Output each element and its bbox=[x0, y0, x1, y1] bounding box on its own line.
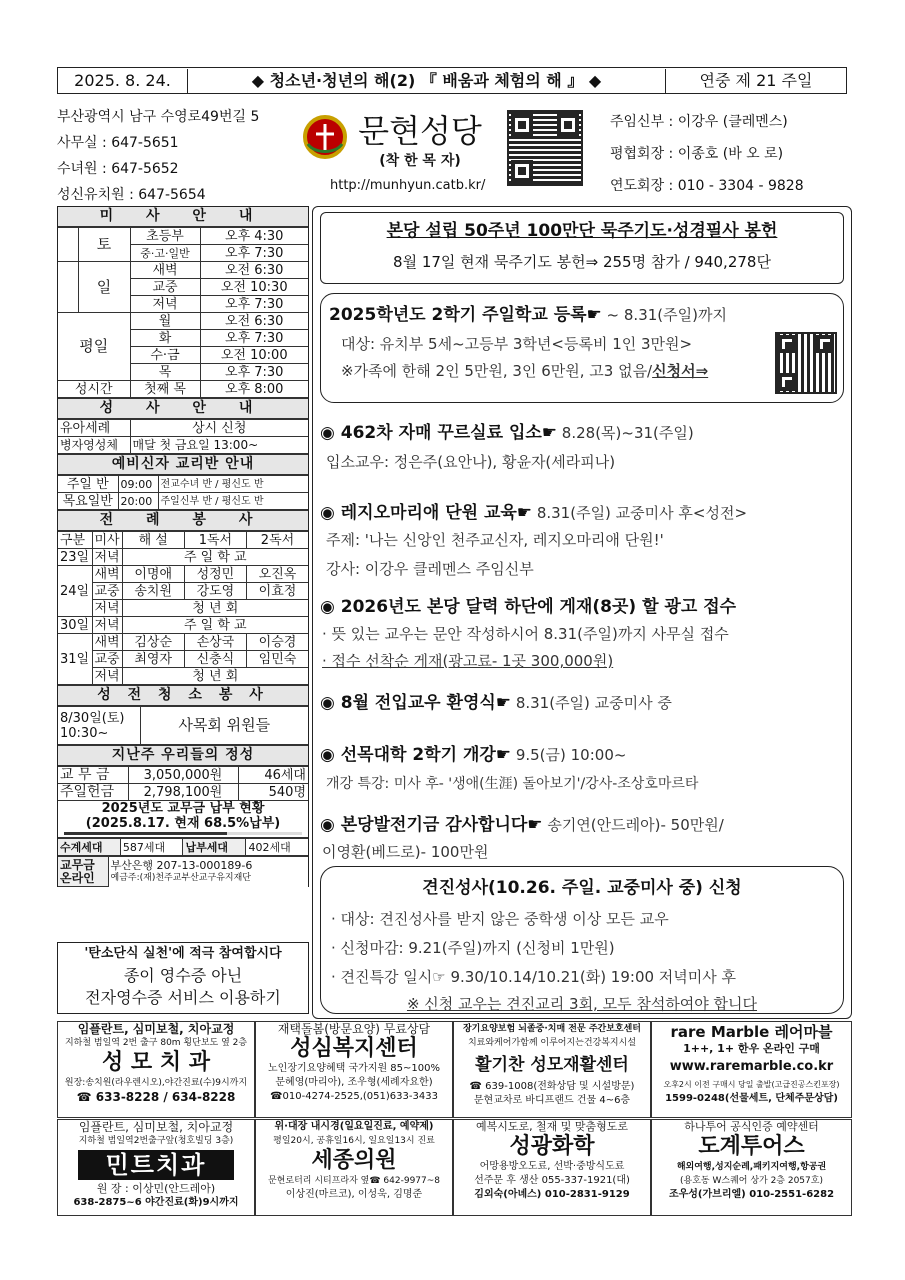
mass-label: 저녁 bbox=[92, 617, 122, 634]
notice bbox=[320, 592, 844, 688]
notice-date: 8.28(목)~31(주일) bbox=[557, 424, 694, 442]
holy-hour-label: 성시간 bbox=[58, 381, 130, 398]
notice-line: · 뜻 있는 교우는 문안 작성하시어 8.31(주일)까지 사무실 접수 bbox=[322, 625, 729, 643]
dues-status-title: 2025년도 교무금 납부 현황 bbox=[101, 801, 265, 816]
sacrament-name: 유아세례 bbox=[58, 420, 130, 437]
notice-title: ◉ 462차 자매 꾸르실료 입소☛ bbox=[320, 423, 558, 443]
class-teacher: 전교수녀 반 / 평신도 반 bbox=[158, 476, 308, 493]
mass-time: 오후 7:30 bbox=[200, 245, 308, 262]
mass-slot: 새벽 bbox=[130, 262, 200, 279]
notice bbox=[320, 740, 844, 810]
ad-dental-seongmo[interactable] bbox=[57, 1021, 255, 1118]
server-group: 청 년 회 bbox=[122, 600, 308, 617]
address: 부산광역시 남구 수영로49번길 5 bbox=[57, 109, 260, 125]
mass-time: 오후 4:30 bbox=[200, 228, 308, 245]
confirm-title: 견진성사(10.26. 주일. 교중미사 중) 신청 bbox=[422, 878, 742, 898]
notice-date: 8.31(주일) 교중미사 후<성전> bbox=[532, 504, 748, 522]
mass-time: 오후 7:30 bbox=[200, 330, 308, 347]
ad-tagline: 1++, 1+ 한우 온라인 구매 bbox=[683, 1042, 820, 1055]
account-table bbox=[58, 856, 308, 887]
offering-type: 주일헌금 bbox=[58, 784, 128, 801]
school-line-1: 대상: 유치부 5세~고등부 3학년<등록비 1인 3만원> bbox=[341, 335, 693, 353]
class-time: 09:00 bbox=[118, 476, 158, 493]
confirm-line: · 신청마감: 9.21(주일)까지 (신청비 1만원) bbox=[331, 939, 615, 957]
notice-line: 강사: 이강우 클레멘스 주임신부 bbox=[326, 560, 534, 578]
ad-rare-marble[interactable] bbox=[651, 1021, 852, 1118]
ad-line: 문혜영(마리아), 조우형(세례자요한) bbox=[275, 1077, 433, 1088]
mass-label: 교중 bbox=[92, 651, 122, 668]
ad-tagline: 예복시도로, 철재 및 맞춤형도로 bbox=[475, 1120, 629, 1133]
notice bbox=[320, 498, 844, 592]
offering-count: 540명 bbox=[238, 784, 308, 801]
mass-time: 오전 6:30 bbox=[200, 262, 308, 279]
weekday-label: 평일 bbox=[58, 313, 130, 381]
notice bbox=[320, 418, 844, 498]
mass-label: 저녁 bbox=[92, 668, 122, 685]
issue-date: 2025. 8. 24. bbox=[58, 69, 188, 93]
ad-tagline: 하나투어 공식인증 예약센터 bbox=[684, 1120, 819, 1133]
col-header: 2독서 bbox=[247, 532, 309, 549]
staff-info bbox=[610, 106, 804, 202]
sacrament-name: 병자영성체 bbox=[58, 437, 130, 454]
ad-mint-dental[interactable] bbox=[57, 1119, 255, 1216]
offering-amount: 3,050,000원 bbox=[128, 767, 238, 784]
ad-line: 이상진(마르코), 이성욱, 김명준 bbox=[285, 1189, 423, 1200]
sun-label: 일 bbox=[78, 262, 130, 313]
parish-name: 문현성당 bbox=[358, 112, 482, 150]
cleaning-date: 8/30일(토) 10:30~ bbox=[58, 707, 140, 745]
dues-status bbox=[58, 801, 308, 838]
server-group: 주 일 학 교 bbox=[122, 549, 308, 566]
cleaning-title: 성 전 청 소 봉 사 bbox=[58, 685, 308, 706]
class-name: 주일 반 bbox=[58, 476, 118, 493]
sacrament-value: 매달 첫 금요일 13:00~ bbox=[130, 437, 308, 454]
ad-name: 성 모 치 과 bbox=[102, 1050, 210, 1075]
ad-name: 세종의원 bbox=[311, 1148, 397, 1173]
sat-label: 토 bbox=[78, 228, 130, 262]
notices bbox=[320, 418, 844, 862]
day-label: 30일 bbox=[58, 617, 92, 634]
ad-line: 문현교차로 바디프랜드 건물 4~6층 bbox=[473, 1095, 631, 1106]
banner-sub: 8월 17일 현재 묵주기도 봉헌⇒ 255명 참가 / 940,278단 bbox=[393, 253, 771, 271]
sacrament-title: 성 사 안 내 bbox=[58, 398, 308, 419]
pastor: 주임신부 : 이강우 (클레멘스) bbox=[610, 114, 788, 130]
mass-label: 새벽 bbox=[92, 634, 122, 651]
class-name: 목요일반 bbox=[58, 493, 118, 510]
server-name: 손상국 bbox=[184, 634, 246, 651]
qr-code-icon[interactable] bbox=[507, 110, 583, 186]
ad-name: 성심복지센터 bbox=[290, 1036, 418, 1061]
mass-slot: 화 bbox=[130, 330, 200, 347]
mass-time: 오전 10:30 bbox=[200, 279, 308, 296]
header-bar bbox=[57, 67, 847, 94]
ad-line: 선주문 후 생산 055-337-1921(대) bbox=[474, 1175, 630, 1186]
mass-slot: 교중 bbox=[130, 279, 200, 296]
server-name: 오진옥 bbox=[247, 566, 309, 583]
dues-progress-bar bbox=[64, 832, 302, 835]
server-name: 김상순 bbox=[122, 634, 184, 651]
dues-status-sub: (2025.8.17. 현재 68.5%납부) bbox=[85, 816, 281, 831]
ad-phone: 1599-0248(선물세트, 단체주문상담) bbox=[665, 1093, 838, 1104]
parish-url[interactable]: http://munhyun.catb.kr/ bbox=[330, 178, 486, 193]
carbon-campaign bbox=[57, 942, 309, 1014]
ad-name: 성광화학 bbox=[509, 1134, 595, 1159]
notice-title: ◉ 2026년도 본당 달력 하단에 게재(8곳) 할 광고 접수 bbox=[320, 597, 737, 617]
server-name: 이명애 bbox=[122, 566, 184, 583]
notice-line: 이영환(베드로)- 100만원 bbox=[322, 843, 489, 861]
ad-line: 오후2시 이전 구매시 당일 출발(고급진공스킨포장) bbox=[663, 1080, 840, 1089]
catechumen-table bbox=[58, 475, 308, 510]
year-theme: ◆ 청소년·청년의 해(2) 『 배움과 체험의 해 』 ◆ bbox=[188, 69, 666, 93]
col-header: 1독서 bbox=[184, 532, 246, 549]
mass-slot: 중·고·일반 bbox=[130, 245, 200, 262]
offering-amount: 2,798,100원 bbox=[128, 784, 238, 801]
dues-progress-fill bbox=[64, 832, 227, 835]
ad-sejong-clinic[interactable] bbox=[255, 1119, 453, 1216]
count-label: 수계세대 bbox=[58, 839, 120, 856]
count-value: 587세대 bbox=[120, 839, 183, 856]
notice-title: ◉ 레지오마리애 단원 교육☛ bbox=[320, 503, 533, 523]
notice-date: 8.31(주일) 교중미사 중 bbox=[511, 694, 672, 712]
offering-title: 지난주 우리들의 정성 bbox=[58, 745, 308, 766]
ad-website: www.raremarble.co.kr bbox=[669, 1059, 834, 1074]
holy-hour-day: 첫째 목 bbox=[130, 381, 200, 398]
confirmation-box bbox=[320, 866, 844, 1014]
ad-name: 활기찬 성모재활센터 bbox=[475, 1055, 629, 1075]
mass-time: 오후 7:30 bbox=[200, 364, 308, 381]
server-group: 청 년 회 bbox=[122, 668, 308, 685]
school-title: 2025학년도 2학기 주일학교 등록☛ bbox=[329, 305, 602, 325]
class-teacher: 주일신부 반 / 평신도 반 bbox=[158, 493, 308, 510]
col-header: 해 설 bbox=[122, 532, 184, 549]
mass-title: 미 사 안 내 bbox=[58, 207, 308, 227]
school-line-2: ※가족에 한해 2인 5만원, 3인 6만원, 고3 없음/ bbox=[341, 362, 653, 380]
ad-sub: 지하철 범일역2번출구앞(청호빌딩 3층) bbox=[78, 1136, 234, 1146]
col-header: 구분 bbox=[58, 532, 92, 549]
ad-name: rare Marble 레어마블 bbox=[670, 1023, 833, 1041]
ad-line: 노인장기요양혜택 국가지원 85~100% bbox=[268, 1063, 440, 1074]
confirm-line: · 대상: 견진성사를 받지 않은 중학생 이상 모든 교우 bbox=[331, 910, 669, 928]
notice-title: ◉ 본당발전기금 감사합니다☛ bbox=[320, 815, 543, 835]
ad-tagline: 임플란트, 심미보철, 치아교정 bbox=[78, 1120, 234, 1134]
notice bbox=[320, 810, 844, 862]
server-name: 이승경 bbox=[247, 634, 309, 651]
account-label: 교무금 온라인 bbox=[58, 857, 108, 887]
holy-hour-time: 오후 8:00 bbox=[200, 381, 308, 398]
ad-phone: 김외숙(아녜스) 010-2831-9129 bbox=[474, 1189, 630, 1200]
ad-name: 민트치과 bbox=[78, 1150, 234, 1180]
notice-title: ◉ 선목대학 2학기 개강☛ bbox=[320, 745, 512, 765]
day-label: 31일 bbox=[58, 634, 92, 685]
day-label: 24일 bbox=[58, 566, 92, 617]
mass-slot: 수·금 bbox=[130, 347, 200, 364]
mass-time: 오전 10:00 bbox=[200, 347, 308, 364]
cleaning-table bbox=[58, 706, 308, 745]
ad-rehab-center[interactable] bbox=[453, 1021, 651, 1118]
ad-tagline: 임플란트, 심미보철, 치아교정 bbox=[77, 1022, 235, 1036]
ad-name: 도계투어스 bbox=[698, 1134, 805, 1159]
ad-sub: 지하철 범일역 2번 출구 80m 횡단보도 옆 2층 bbox=[64, 1038, 248, 1048]
server-name: 임민숙 bbox=[247, 651, 309, 668]
ad-phone: ☎ 633-8228 / 634-8228 bbox=[76, 1090, 236, 1104]
liturgy-title: 전 례 봉 사 bbox=[58, 510, 308, 531]
notice-line: 개강 특강: 미사 후- '생애(生涯) 돌아보기'/강사-조상호마르타 bbox=[326, 776, 699, 792]
ad-line: 원장:송치원(라우렌시오),야간진료(수)9시까지 bbox=[64, 1078, 248, 1088]
ad-welfare-center[interactable] bbox=[255, 1021, 453, 1118]
funeral-contact: 연도회장 : 010 - 3304 - 9828 bbox=[610, 178, 804, 194]
ad-sub: 평일20시, 공휴일16시, 일요일13시 진료 bbox=[273, 1136, 435, 1146]
mass-schedule bbox=[57, 206, 309, 887]
school-box bbox=[320, 293, 844, 403]
parish-emblem-icon bbox=[302, 114, 348, 160]
notice-line: · 접수 선착순 게재(광고료- 1곳 300,000원) bbox=[322, 652, 614, 670]
ad-line: (용호동 W스퀘어 상가 2층 2057호) bbox=[680, 1176, 823, 1186]
carbon-line-3: 전자영수증 서비스 이용하기 bbox=[85, 988, 281, 1007]
server-name: 최영자 bbox=[122, 651, 184, 668]
class-time: 20:00 bbox=[118, 493, 158, 510]
mass-slot: 저녁 bbox=[130, 296, 200, 313]
mass-time: 오전 6:30 bbox=[200, 313, 308, 330]
mass-label: 저녁 bbox=[92, 600, 122, 617]
notice bbox=[320, 688, 844, 740]
ad-phone: 638-2875~6 야간진료(화)9시까지 bbox=[73, 1197, 239, 1208]
server-name: 신충식 bbox=[184, 651, 246, 668]
sacrament-value: 상시 신청 bbox=[130, 420, 308, 437]
anniversary-banner bbox=[320, 212, 844, 284]
ad-line: 문현로터리 시티프라자 옆☎ 642-9977~8 bbox=[267, 1176, 441, 1186]
count-label: 납부세대 bbox=[183, 839, 246, 856]
ad-tagline: 장기요양보험 뇌졸중·치매 전문 주간보호센터 bbox=[462, 1024, 641, 1034]
banner-title: 본당 설립 50주년 100만단 묵주기도·성경필사 봉헌 bbox=[386, 221, 778, 241]
mass-table bbox=[58, 227, 308, 398]
mass-label: 새벽 bbox=[92, 566, 122, 583]
ad-sub: 치료와케어가함께 이루어지는건강복지시설 bbox=[467, 1038, 637, 1048]
ad-phone: ☎010-4274-2525,(051)633-3433 bbox=[270, 1091, 438, 1102]
contact-info bbox=[57, 104, 259, 208]
ad-tagline: 위·대장 내시경(일요일진료, 예약제) bbox=[274, 1121, 434, 1132]
col-header: 미사 bbox=[92, 532, 122, 549]
nuns-phone: 수녀원 : 647-5652 bbox=[57, 161, 179, 177]
carbon-line-2: 종이 영수증 아닌 bbox=[123, 966, 243, 985]
count-value: 402세대 bbox=[246, 839, 308, 856]
catechumen-title: 예비신자 교리반 안내 bbox=[58, 454, 308, 475]
notice-line: 주제: '나는 신앙인 천주교신자, 레지오마리애 단원!' bbox=[326, 531, 664, 549]
liturgy-table bbox=[58, 531, 308, 685]
cleaning-group: 사목회 위원들 bbox=[140, 707, 308, 745]
bank-account: 부산은행 207-13-000189-6 bbox=[110, 858, 253, 872]
ad-dogye-tours[interactable] bbox=[651, 1119, 852, 1216]
server-name: 이효정 bbox=[247, 583, 309, 600]
server-name: 강도영 bbox=[184, 583, 246, 600]
mass-slot: 초등부 bbox=[130, 228, 200, 245]
ad-phone: ☎ 639-1008(전화상담 및 시설방문) bbox=[469, 1081, 635, 1092]
mass-label: 저녁 bbox=[92, 549, 122, 566]
mass-time: 오후 7:30 bbox=[200, 296, 308, 313]
ad-seongkwang[interactable] bbox=[453, 1119, 651, 1216]
mass-label: 교중 bbox=[92, 583, 122, 600]
parish-subtitle: (착 한 목 자) bbox=[379, 153, 461, 169]
carbon-line-1: '탄소단식 실천'에 적극 참여합시다 bbox=[84, 946, 282, 961]
school-date: ~ 8.31(주일)까지 bbox=[601, 306, 727, 324]
notice-title: ◉ 8월 전입교우 환영식☛ bbox=[320, 693, 512, 713]
confirm-line: · 견진특강 일시☞ 9.30/10.14/10.21(화) 19:00 저녁미사 후 bbox=[331, 968, 737, 986]
office-phone: 사무실 : 647-5651 bbox=[57, 135, 179, 151]
school-qr-icon[interactable] bbox=[775, 332, 837, 394]
dues-counts bbox=[58, 838, 308, 856]
ad-line: 원 장 : 이상민(안드레아) bbox=[96, 1182, 216, 1195]
server-name: 성정민 bbox=[184, 566, 246, 583]
notice-line: 입소교우: 정은주(요안나), 황윤자(세라피나) bbox=[326, 453, 616, 471]
council-president: 평협회장 : 이종호 (바 오 로) bbox=[610, 146, 784, 162]
ad-line: 해외여행,성지순례,패키지여행,항공권 bbox=[676, 1162, 827, 1172]
ad-line: 어망용방오도료, 선박·중방식도료 bbox=[479, 1161, 625, 1172]
kinder-phone: 성신유치원 : 647-5654 bbox=[57, 187, 206, 203]
offering-table bbox=[58, 766, 308, 801]
sacrament-table bbox=[58, 419, 308, 454]
school-form-link[interactable]: 신청서⇒ bbox=[652, 362, 709, 380]
server-name: 송치원 bbox=[122, 583, 184, 600]
day-label: 23일 bbox=[58, 549, 92, 566]
account-holder: 예금주:(재)천주교부산교구유지재단 bbox=[110, 872, 251, 883]
notice-date: 9.5(금) 10:00~ bbox=[511, 746, 627, 764]
ad-phone: 조우성(가브리엘) 010-2551-6282 bbox=[668, 1189, 835, 1200]
liturgical-week: 연중 제 21 주일 bbox=[699, 70, 813, 90]
mass-slot: 월 bbox=[130, 313, 200, 330]
server-group: 주 일 학 교 bbox=[122, 617, 308, 634]
offering-count: 46세대 bbox=[238, 767, 308, 784]
notice-date: 송기연(안드레아)- 50만원/ bbox=[542, 816, 724, 834]
confirm-note: ※ 신청 교우는 견진교리 3회, 모두 참석하여야 합니다 bbox=[406, 995, 758, 1013]
ad-tagline: 재택돌봄(방문요양) 무료상담 bbox=[277, 1022, 431, 1036]
offering-type: 교 무 금 bbox=[58, 767, 128, 784]
mass-slot: 목 bbox=[130, 364, 200, 381]
